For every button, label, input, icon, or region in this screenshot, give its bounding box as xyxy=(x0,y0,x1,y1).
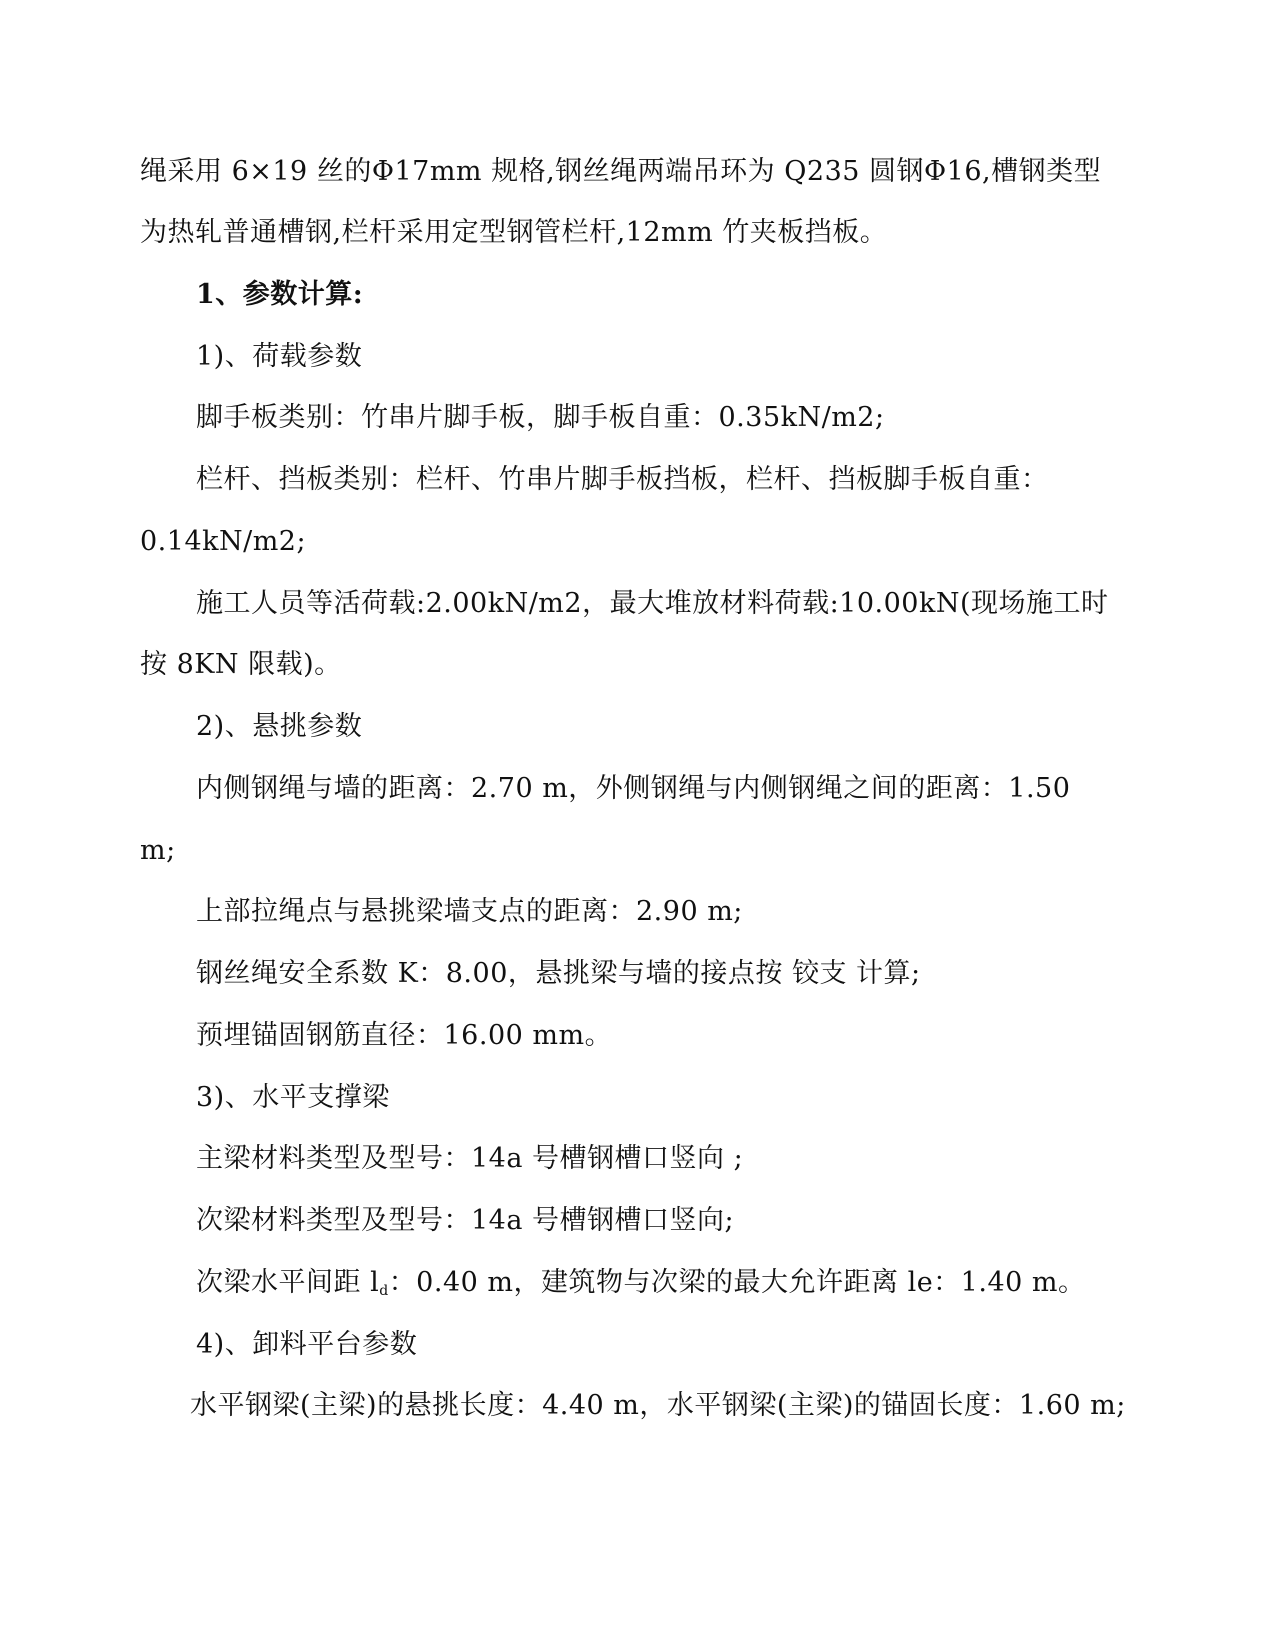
text-line-load-limit: 按 8KN 限载)。 xyxy=(140,649,342,680)
text-line-beam-spacing xyxy=(196,1265,1086,1301)
text-line-1: 绳采用 6×19 丝的Φ17mm 规格,钢丝绳两端吊环为 Q235 圆钢Φ16,槽钢类型 xyxy=(140,156,1102,187)
section-heading-parameter-calculation: 1、参数计算: xyxy=(196,279,364,310)
text-line-live-load: 施工人员等活荷载:2.00kN/m2，最大堆放材料荷载:10.00kN(现场施工时 xyxy=(196,588,1109,619)
text-line-scaffold-board: 脚手板类别：竹串片脚手板，脚手板自重：0.35kN/m2; xyxy=(196,402,885,433)
beam-spacing-subscript: d xyxy=(379,1283,389,1299)
text-line-rope-distance-unit: m; xyxy=(140,835,176,866)
subheading-platform-parameters: 4)、卸料平台参数 xyxy=(196,1329,418,1360)
text-line-safety-factor: 钢丝绳安全系数 K：8.00，悬挑梁与墙的接点按 铰支 计算; xyxy=(196,958,921,989)
text-line-secondary-beam: 次梁材料类型及型号：14a 号槽钢槽口竖向; xyxy=(196,1205,735,1236)
text-line-railing-type: 栏杆、挡板类别：栏杆、竹串片脚手板挡板，栏杆、挡板脚手板自重： xyxy=(196,464,1049,495)
subheading-cantilever-parameters: 2)、悬挑参数 xyxy=(196,711,363,742)
beam-spacing-values: ：0.40 m，建筑物与次梁的最大允许距离 le：1.40 m。 xyxy=(388,1267,1086,1298)
text-line-2: 为热轧普通槽钢,栏杆采用定型钢管栏杆,12mm 竹夹板挡板。 xyxy=(140,217,888,248)
subheading-load-parameters: 1)、荷载参数 xyxy=(196,341,363,372)
text-line-rope-distance: 内侧钢绳与墙的距离：2.70 m，外侧钢绳与内侧钢绳之间的距离：1.50 xyxy=(196,773,1071,804)
text-line-main-beam: 主梁材料类型及型号：14a 号槽钢槽口竖向 ; xyxy=(196,1143,744,1174)
text-line-main-beam-lengths: 水平钢梁(主梁)的悬挑长度：4.40 m，水平钢梁(主梁)的锚固长度：1.60 m; xyxy=(190,1390,1126,1421)
subheading-horizontal-beam: 3)、水平支撑梁 xyxy=(196,1082,390,1113)
text-line-anchor-diameter: 预埋锚固钢筋直径：16.00 mm。 xyxy=(196,1020,613,1051)
beam-spacing-label: 次梁水平间距 l xyxy=(196,1267,380,1298)
text-line-railing-weight: 0.14kN/m2; xyxy=(140,526,307,557)
text-line-upper-rope-point: 上部拉绳点与悬挑梁墙支点的距离：2.90 m; xyxy=(196,896,743,927)
